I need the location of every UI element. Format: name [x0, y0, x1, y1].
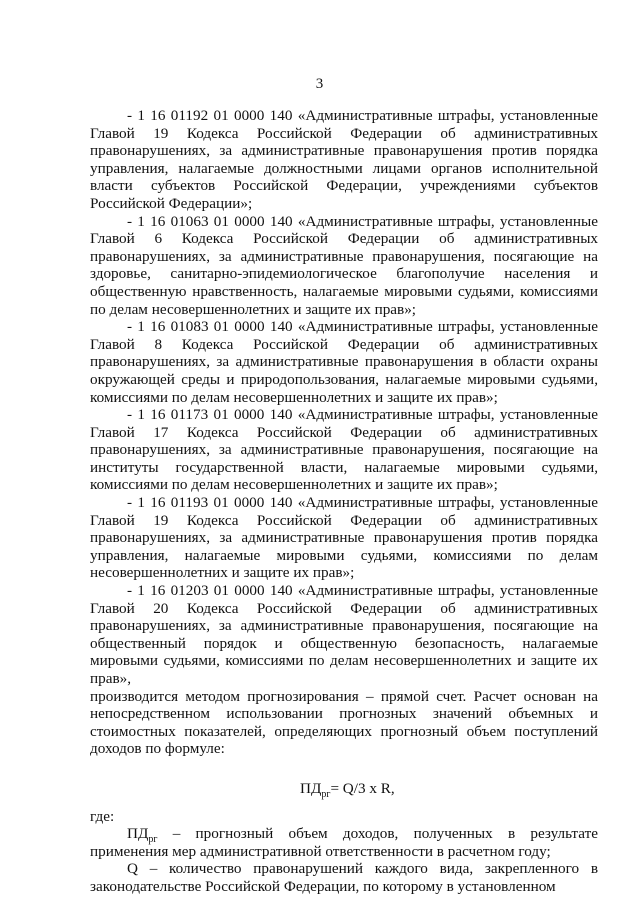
- definition-pd: [90, 825, 598, 860]
- paragraph-kbk-01203: - 1 16 01203 01 0000 140 «Административные штрафы, установленные Главой 20 Кодекса Российской Федерации об административных правонарушениях, за административные правонарушения, посягающие на общественный порядок и общественную безопасность, налагаемые мировыми судьями, комиссиями по делам несовершеннолетних и защите их прав»,: [90, 582, 598, 687]
- definition-q: [90, 860, 598, 895]
- where-label: где:: [90, 807, 115, 825]
- document-body: [90, 107, 598, 896]
- paragraph-kbk-01083: - 1 16 01083 01 0000 140 «Административные штрафы, установленные Главой 8 Кодекса Российской Федерации об административных правонарушениях, за административные правонарушения в области охраны окружающей среды и природопользования, налагаемые мировыми судьями, комиссиями по делам несовершеннолетних и защите их прав»;: [90, 318, 598, 406]
- definition-q-text: – количество правонарушений каждого вида, закрепленного в законодательстве Российской Федерации, по которому в установленном: [90, 860, 598, 895]
- formula-rhs: = Q/3 x R,: [330, 779, 395, 797]
- formula: [90, 780, 598, 798]
- definition-q-symbol: Q: [127, 860, 138, 878]
- definition-pd-text: – прогнозный объем доходов, полученных в результате применения мер административной ответственности в расчетном году;: [90, 825, 598, 860]
- formula-lhs-subscript: рг: [321, 789, 331, 800]
- definition-pd-symbol: ПД: [127, 825, 149, 843]
- formula-lhs: ПД: [300, 779, 322, 797]
- paragraph-kbk-01193: - 1 16 01193 01 0000 140 «Административные штрафы, установленные Главой 19 Кодекса Российской Федерации об административных правонарушениях, за административные правонарушения против порядка управления, налагаемые мировыми судьями, комиссиями по делам несовершеннолетних и защите их прав»;: [90, 494, 598, 582]
- paragraph-kbk-01063: - 1 16 01063 01 0000 140 «Административные штрафы, установленные Главой 6 Кодекса Российской Федерации об административных правонарушениях, за административные правонарушения, посягающие на здоровье, санитарно-эпидемиологическое благополучие населения и общественную нравственность, налагаемые мировыми судьями, комиссиями по делам несовершеннолетних и защите их прав»;: [90, 212, 598, 318]
- page-number: 3: [315, 76, 324, 92]
- method-paragraph: производится методом прогнозирования – прямой счет. Расчет основан на непосредственном использовании прогнозных значений объемных и стоимостных показателей, определяющих прогнозный объем поступлений доходов по формуле:: [90, 687, 598, 758]
- paragraph-kbk-01173: - 1 16 01173 01 0000 140 «Административные штрафы, установленные Главой 17 Кодекса Российской Федерации об административных правонарушениях, за административные правонарушения, посягающие на институты государственной власти, налагаемые мировыми судьями, комиссиями по делам несовершеннолетних и защите их прав»;: [90, 406, 598, 494]
- definition-pd-subscript: рг: [148, 834, 158, 846]
- paragraph-kbk-01192: - 1 16 01192 01 0000 140 «Административные штрафы, установленные Главой 19 Кодекса Российской Федерации об административных правонарушениях, за административные правонарушения против порядка управления, налагаемые должностными лицами органов исполнительной власти субъектов Российской Федерации, учреждениями субъектов Российской Федерации»;: [90, 107, 598, 212]
